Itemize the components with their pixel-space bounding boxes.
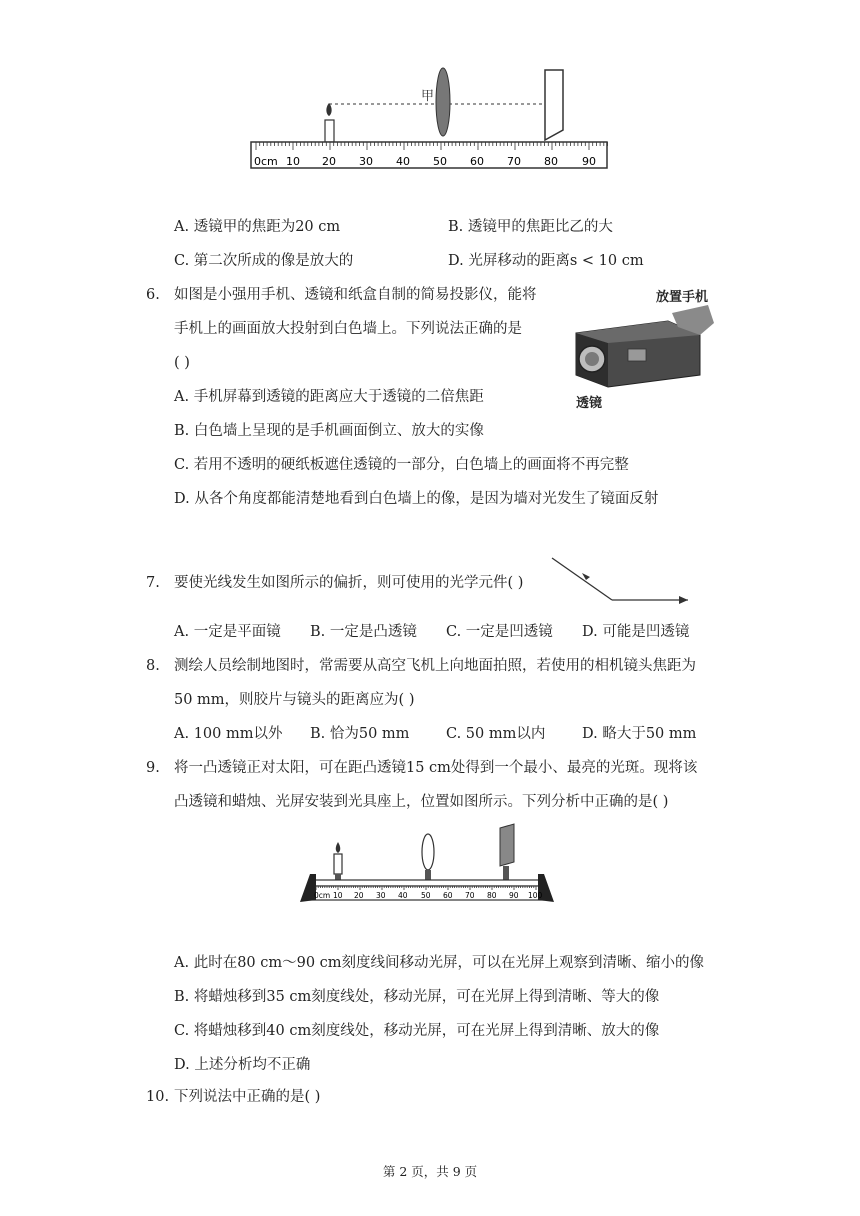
candle-icon [325, 103, 334, 142]
q6-option-c: C. 若用不透明的硬纸板遮住透镜的一部分，白色墙上的画面将不再完整 [174, 457, 629, 473]
tick-label: 30 [359, 155, 373, 168]
tick-label: 80 [487, 891, 497, 900]
q9-stem-line1: 将一凸透镜正对太阳，可在距凸透镜15 cm处得到一个最小、最亮的光斑。现将该 [174, 760, 698, 776]
page-footer: 第 2 页，共 9 页 [382, 1164, 478, 1179]
q9-option-d: D. 上述分析均不正确 [174, 1057, 311, 1073]
q8-stem-line2: 50 mm，则胶片与镜头的距离应为( ) [174, 692, 415, 708]
q8-option-b: B. 恰为50 mm [310, 726, 410, 742]
lens-label: 甲 [421, 89, 435, 104]
q8-option-d: D. 略大于50 mm [582, 726, 697, 742]
tick-label: 0cm [314, 891, 331, 900]
tick-label: 90 [509, 891, 519, 900]
optical-bench-figure-1 [245, 62, 615, 174]
q5-option-b: B. 透镜甲的焦距比乙的大 [448, 219, 613, 235]
q9-option-a: A. 此时在80 cm～90 cm刻度线间移动光屏，可以在光屏上观察到清晰、缩小的像 [174, 955, 705, 971]
q8-number: 8. [146, 658, 160, 674]
tick-label: 40 [398, 891, 408, 900]
tick-label: 80 [544, 155, 558, 168]
q9-stem-line2: 凸透镜和蜡烛、光屏安装到光具座上，位置如图所示。下列分析中正确的是( ) [174, 794, 669, 810]
tick-label: 100 [528, 891, 543, 900]
tick-label: 90 [582, 155, 596, 168]
lens-icon [422, 834, 434, 870]
projector-photo [568, 283, 716, 413]
q8-option-c: C. 50 mm以内 [446, 726, 546, 742]
q8-stem-line1: 测绘人员绘制地图时，常需要从高空飞机上向地面拍照，若使用的相机镜头焦距为 [174, 658, 696, 674]
q6-stem-line1: 如图是小强用手机、透镜和纸盒自制的简易投影仪，能将 [174, 287, 537, 303]
q6-stem-line3: ( ) [174, 355, 190, 371]
q10-number: 10. [146, 1089, 170, 1105]
candle-icon [334, 842, 342, 880]
light-ray-figure [546, 552, 694, 608]
q8-option-a: A. 100 mm以外 [174, 726, 283, 742]
q7-option-c: C. 一定是凹透镜 [446, 624, 553, 640]
tick-label: 70 [465, 891, 475, 900]
tick-label: 60 [470, 155, 484, 168]
tick-label: 70 [507, 155, 521, 168]
q7-option-b: B. 一定是凸透镜 [310, 624, 417, 640]
q7-option-d: D. 可能是凹透镜 [582, 624, 690, 640]
q9-option-c: C. 将蜡烛移到40 cm刻度线处，移动光屏，可在光屏上得到清晰、放大的像 [174, 1023, 660, 1039]
tick-label: 60 [443, 891, 453, 900]
q6-number: 6. [146, 287, 160, 303]
photo-label-phone: 放置手机 [656, 290, 709, 305]
q9-number: 9. [146, 760, 160, 776]
q7-stem: 要使光线发生如图所示的偏折，则可使用的光学元件( ) [174, 575, 524, 591]
q6-option-d: D. 从各个角度都能清楚地看到白色墙上的像，是因为墙对光发生了镜面反射 [174, 491, 659, 507]
q10-stem: 下列说法中正确的是( ) [174, 1089, 321, 1105]
screen-icon [545, 70, 563, 140]
tick-label: 20 [354, 891, 364, 900]
tick-label: 40 [396, 155, 410, 168]
optical-bench-figure-2 [296, 822, 558, 906]
q5-option-d: D. 光屏移动的距离s < 10 cm [448, 253, 644, 269]
tick-label: 10 [333, 891, 343, 900]
tick-label: 50 [421, 891, 431, 900]
q5-option-a: A. 透镜甲的焦距为20 cm [174, 219, 341, 235]
q6-stem-line2: 手机上的画面放大投射到白色墙上。下列说法正确的是 [174, 321, 522, 337]
tick-label: 0cm [254, 155, 278, 168]
tick-label: 20 [322, 155, 336, 168]
photo-label-lens: 透镜 [576, 396, 603, 411]
tick-label: 50 [433, 155, 447, 168]
tick-label: 30 [376, 891, 386, 900]
lens-icon [436, 68, 450, 136]
screen-icon [500, 824, 514, 866]
q9-option-b: B. 将蜡烛移到35 cm刻度线处，移动光屏，可在光屏上得到清晰、等大的像 [174, 989, 660, 1005]
q6-option-a: A. 手机屏幕到透镜的距离应大于透镜的二倍焦距 [174, 389, 484, 405]
q7-number: 7. [146, 575, 160, 591]
q7-option-a: A. 一定是平面镜 [174, 624, 281, 640]
q5-option-c: C. 第二次所成的像是放大的 [174, 253, 354, 269]
arrow-head-icon [679, 596, 688, 604]
q6-option-b: B. 白色墙上呈现的是手机画面倒立、放大的实像 [174, 423, 484, 439]
tick-label: 10 [286, 155, 300, 168]
